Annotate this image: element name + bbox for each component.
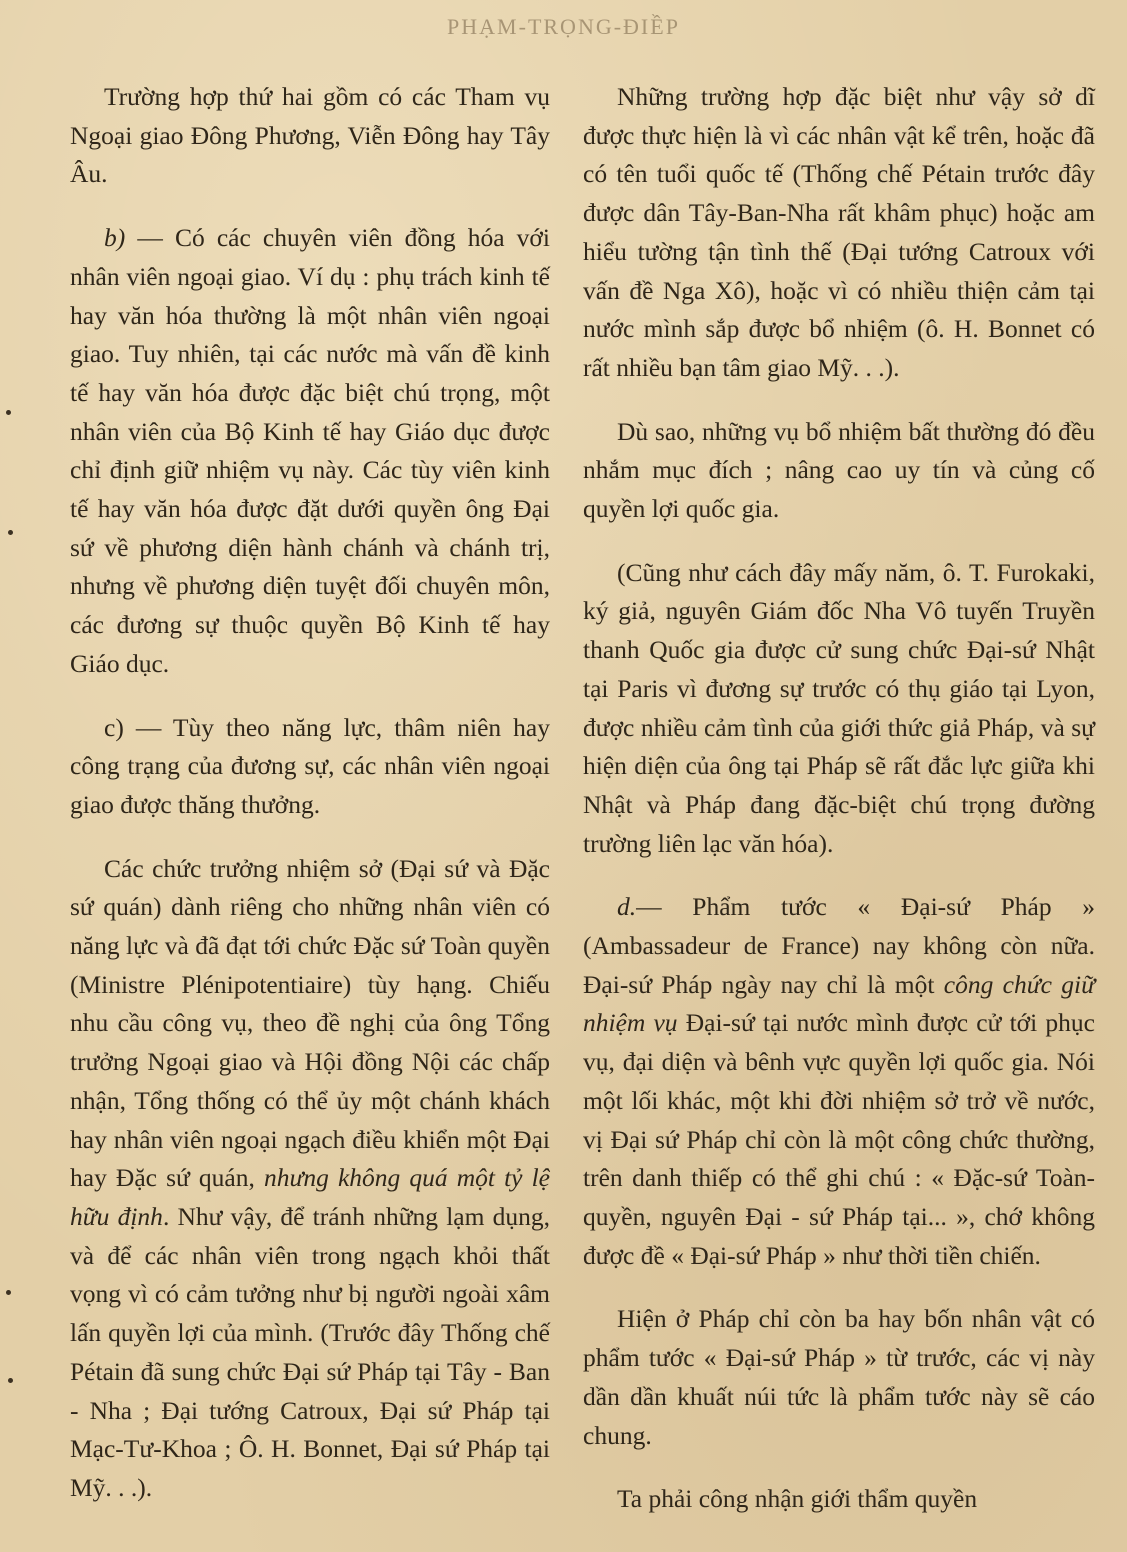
paragraph	[583, 1480, 1095, 1519]
margin-mark	[6, 1290, 11, 1295]
paragraph-text: Những trường hợp đặc biệt như vậy sở dĩ được thực hiện là vì các nhân vật kể trên, hoặc đã có tên tuổi quốc tế (Thống chế Pétain trước đây được dân Tây-Ban-Nha rất khâm phục) hoặc am hiểu tường tận tình thế (Đại tướng Catroux với vấn đề Nga Xô), hoặc vì có nhiều thiện cảm tại nước mình sắp được bổ nhiệm (ô. H. Bonnet có rất nhiều bạn tâm giao Mỹ. . .).	[583, 82, 1095, 382]
margin-mark	[8, 530, 13, 535]
paragraph	[583, 413, 1095, 529]
paragraph-text: Trường hợp thứ hai gồm có các Tham vụ Ngoại giao Đông Phương, Viễn Đông hay Tây Âu.	[70, 82, 550, 189]
paragraph-text: — Phẩm tước « Đại-sứ Pháp » (Ambassadeur de France) nay không còn nữa. Đại-sứ Pháp ngày nay chỉ là một	[583, 892, 1095, 999]
paragraph-text: . Như vậy, để tránh những lạm dụng, và để các nhân viên trong ngạch khỏi thất vọng vì có cảm tưởng như bị người ngoài xâm lấn quyền lợi của mình. (Trước đây Thống chế Pétain đã sung chức Đại sứ Pháp tại Tây - Ban - Nha ; Đại tướng Catroux, Đại sứ Pháp tại Mạc-Tư-Khoa ; Ô. H. Bonnet, Đại sứ Pháp tại Mỹ. . .).	[70, 1201, 551, 1502]
paragraph-text: Dù sao, những vụ bổ nhiệm bất thường đó đều nhắm mục đích ; nâng cao uy tín và củng cố quyền lợi quốc gia.	[583, 416, 1095, 524]
margin-mark	[8, 1378, 13, 1383]
paragraph-text: Hiện ở Pháp chỉ còn ba hay bốn nhân vật có phẩm tước « Đại-sứ Pháp » từ trước, các vị này dần dần khuất núi tức là phẩm tước này sẽ cáo chung.	[583, 1304, 1095, 1450]
list-marker: c)	[104, 712, 124, 742]
emphasis-text: nhưng không quá một tỷ lệ hữu định	[70, 1163, 550, 1231]
emphasis-text: công chức giữ nhiệm vụ	[583, 969, 1095, 1038]
list-marker: d.	[617, 892, 637, 922]
paragraph	[70, 850, 550, 1508]
left-column	[70, 78, 550, 1533]
paragraph	[583, 78, 1095, 388]
margin-mark	[6, 410, 11, 415]
running-head: PHẠM-TRỌNG-ĐIỀP	[447, 14, 680, 39]
paragraph	[70, 78, 550, 194]
paragraph	[583, 1300, 1095, 1455]
paragraph-text: Đại-sứ tại nước mình được cử tới phục vụ, đại diện và bênh vực quyền lợi quốc gia. Nói một lối khác, một khi đời nhiệm sở trở về nước, vị Đại sứ Pháp chỉ còn là một công chức thường, trên danh thiếp có thể ghi chú : « Đặc-sứ Toàn-quyền, nguyên Đại - sứ Pháp tại... », chớ không được đề « Đại-sứ Pháp » như thời tiền chiến.	[583, 1008, 1095, 1270]
right-column	[583, 78, 1095, 1544]
paragraph-text: — Có các chuyên viên đồng hóa với nhân viên ngoại giao. Ví dụ : phụ trách kinh tế hay văn hóa thường là một nhân viên ngoại giao. Tuy nhiên, tại các nước mà vấn đề kinh tế hay văn hóa được đặc biệt chú trọng, một nhân viên của Bộ Kinh tế hay Giáo dục được chỉ định giữ nhiệm vụ này. Các tùy viên kinh tế hay văn hóa được đặt dưới quyền ông Đại sứ về phương diện hành chánh và chánh trị, nhưng về phương diện tuyệt đối chuyên môn, các đương sự thuộc quyền Bộ Kinh tế hay Giáo dục.	[70, 223, 550, 678]
paragraph	[70, 219, 550, 683]
paragraph	[583, 554, 1095, 864]
list-marker: b)	[104, 223, 126, 253]
paragraph	[70, 709, 550, 825]
paragraph	[583, 888, 1095, 1275]
paragraph-text: Ta phải công nhận giới thẩm quyền	[617, 1484, 978, 1514]
paragraph-text: — Tùy theo năng lực, thâm niên hay công trạng của đương sự, các nhân viên ngoại giao được thăng thưởng.	[70, 712, 550, 819]
paragraph-text: (Cũng như cách đây mấy năm, ô. T. Furokaki, ký giả, nguyên Giám đốc Nha Vô tuyến Truyền thanh Quốc gia được cử sung chức Đại-sứ Nhật tại Paris vì đương sự trước có thụ giáo tại Lyon, được nhiều cảm tình của giới thức giả Pháp, và sự hiện diện của ông tại Pháp sẽ rất đắc lực giữa khi Nhật và Pháp đang đặc-biệt chú trọng đường trường liên lạc văn hóa).	[583, 557, 1095, 858]
paragraph-text: Các chức trưởng nhiệm sở (Đại sứ và Đặc sứ quán) dành riêng cho những nhân viên có năng lực và đã đạt tới chức Đặc sứ Toàn quyền (Ministre Plénipotentiaire) tùy hạng. Chiếu nhu cầu công vụ, theo đề nghị của ông Tổng trưởng Ngoại giao và Hội đồng Nội các chấp nhận, Tổng thống có thể ủy một chánh khách hay nhân viên ngoại ngạch điều khiển một Đại hay Đặc sứ quán,	[70, 853, 550, 1193]
